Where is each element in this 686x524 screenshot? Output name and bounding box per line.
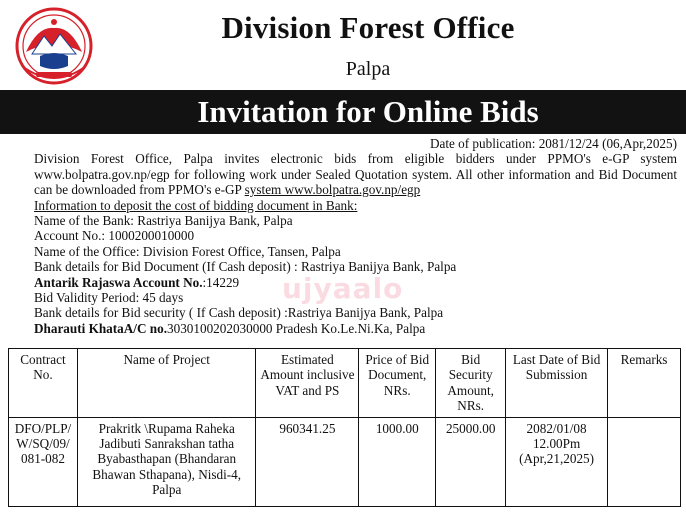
antarik-label: Antarik Rajaswa Account No. <box>34 274 203 290</box>
bank-name: Name of the Bank: Rastriya Banijya Bank, Palpa <box>34 213 293 229</box>
bid-document-bank: Bank details for Bid Document (If Cash deposit) : Rastriya Banijya Bank, Palpa <box>34 259 457 275</box>
notice-banner: Invitation for Online Bids <box>0 90 686 134</box>
watermark: ujyaalo <box>282 272 404 305</box>
bids-table <box>8 348 681 507</box>
cell-last-date: 2082/01/08 12.00Pm (Apr,21,2025) <box>506 417 608 506</box>
antarik-value: :14229 <box>202 274 240 290</box>
deposit-heading: Information to deposit the cost of bidding document in Bank: <box>34 197 358 213</box>
header-project: Name of Project <box>77 349 256 418</box>
egp-link[interactable]: system www.bolpatra.gov.np/egp <box>244 182 421 198</box>
header-price: Price of Bid Document, NRs. <box>359 349 436 418</box>
cell-remarks <box>608 417 681 506</box>
office-location: Palpa <box>345 58 391 80</box>
office-name: Name of the Office: Division Forest Office, Tansen, Palpa <box>34 243 341 259</box>
cell-price: 1000.00 <box>359 417 436 506</box>
intro-text: Division Forest Office, Palpa invites electronic bids from eligible bidders under PPMO's e-GP system www.bolpatra.gov.np/egp for following work under Sealed Quotation system. All other information and Bid Document can be downloaded from PPMO's e-GP <box>34 151 677 198</box>
office-title: Division Forest Office <box>221 10 515 45</box>
header-estimated-amount: Estimated Amount inclusive VAT and PS <box>256 349 359 418</box>
header-contract-no: Contract No. <box>9 349 78 418</box>
dharauti-value: 3030100202030000 Pradesh Ko.Le.Ni.Ka, Palpa <box>167 320 426 336</box>
cell-estimated-amount: 960341.25 <box>256 417 359 506</box>
intro-paragraph <box>34 151 677 197</box>
account-number: Account No.: 1000200010000 <box>34 228 195 244</box>
cell-bid-security: 25000.00 <box>436 417 506 506</box>
dharauti-label: Dharauti KhataA/C no. <box>34 320 167 336</box>
header-last-date: Last Date of Bid Submission <box>506 349 608 418</box>
publication-date: Date of publication: 2081/12/24 (06,Apr,2025) <box>429 136 677 151</box>
header-remarks: Remarks <box>608 349 681 418</box>
table-header-row <box>9 349 681 418</box>
cell-project: Prakritk \Rupama Raheka Jadibuti Sanrakshan tatha Byabasthapan (Bhandaran Bhawan Sthapana), Nisdi-4, Palpa <box>77 417 256 506</box>
cell-contract-no: DFO/PLP/ W/SQ/09/ 081-082 <box>9 417 78 506</box>
bid-security-bank: Bank details for Bid security ( If Cash deposit) :Rastriya Banijya Bank, Palpa <box>34 305 444 321</box>
table-row <box>9 417 681 506</box>
dharauti-account <box>34 321 677 336</box>
header-bid-security: Bid Security Amount, NRs. <box>436 349 506 418</box>
bid-validity: Bid Validity Period: 45 days <box>34 290 184 306</box>
notice-body <box>34 136 677 336</box>
